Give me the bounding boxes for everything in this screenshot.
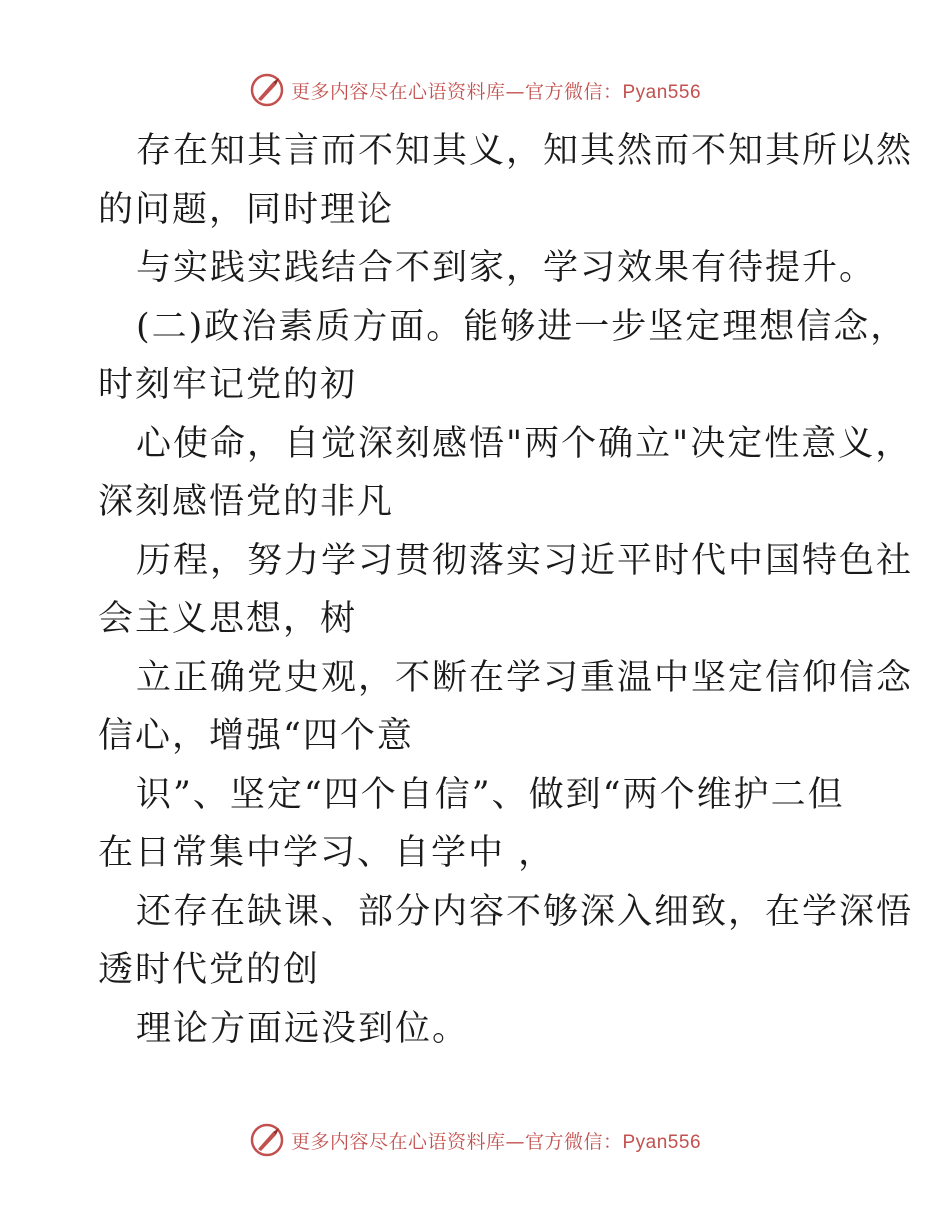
header-banner	[0, 70, 950, 110]
header-wechat-id: Pyan556	[622, 81, 702, 103]
footer-banner-text	[291, 1127, 701, 1154]
footer-banner	[0, 1120, 950, 1160]
header-banner-text	[291, 77, 701, 104]
body-line: 与实践实践结合不到家，学习效果有待提升。	[136, 248, 877, 288]
body-line: 识”、坚定“四个自信”、做到“两个维护二但	[136, 774, 845, 815]
body-line: 理论方面远没到位。	[136, 1008, 470, 1049]
body-line: (二)政治素质方面。能够进一步坚定理想信念，	[136, 306, 908, 347]
footer-banner-separator: —	[505, 1130, 525, 1153]
body-line: 心使命，自觉深刻感悟"两个确立"决定性意义，	[136, 423, 913, 464]
body-line: 信心，增强“四个意	[98, 716, 414, 756]
header-wechat-label: 官方微信：	[524, 80, 623, 103]
footer-banner-title: 更多内容尽在心语资料库	[290, 1130, 506, 1153]
body-line: 还存在缺课、部分内容不够深入细致，在学深悟	[136, 891, 914, 932]
body-line: 的问题，同时理论	[98, 189, 395, 230]
footer-wechat-label: 官方微信：	[524, 1130, 623, 1153]
body-line: 透时代党的创	[98, 950, 321, 990]
body-line: 时刻牢记党的初	[98, 365, 358, 405]
document-body	[98, 122, 914, 1058]
quill-logo-icon	[249, 1122, 285, 1158]
header-banner-title: 更多内容尽在心语资料库	[290, 80, 506, 103]
body-line: 会主义思想，树	[98, 599, 358, 639]
header-banner-separator: —	[505, 80, 525, 103]
footer-wechat-id: Pyan556	[622, 1131, 702, 1153]
body-line: 立正确党史观，不断在学习重温中坚定信仰信念	[136, 657, 914, 698]
body-line: 历程，努力学习贯彻落实习近平时代中国特色社	[136, 540, 914, 581]
body-line: 存在知其言而不知其义，知其然而不知其所以然	[136, 131, 914, 171]
quill-logo-icon	[249, 72, 285, 108]
body-line: 深刻感悟党的非凡	[98, 482, 395, 522]
body-line: 在日常集中学习、自学中 ，	[98, 833, 556, 873]
